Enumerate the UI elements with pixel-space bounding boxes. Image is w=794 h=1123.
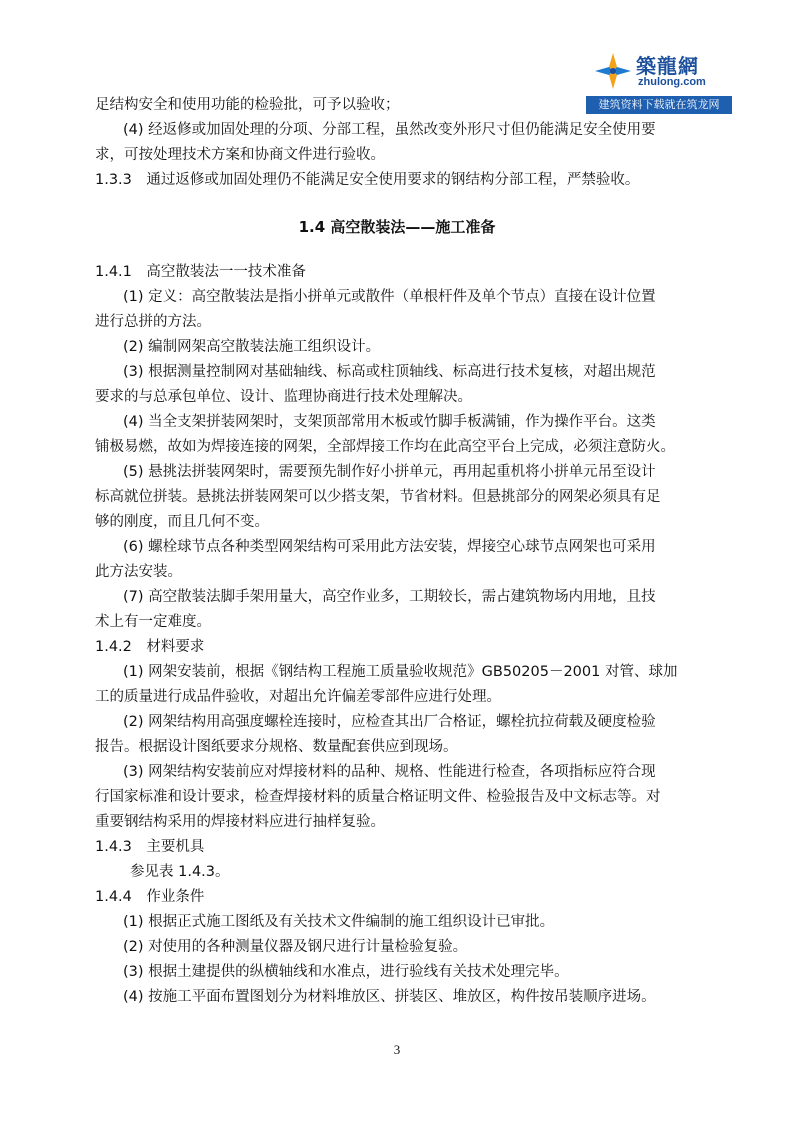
subsection-heading: 1.4.1 高空散装法一一技术准备: [95, 264, 306, 280]
text-line: (2) 编制网架高空散装法施工组织设计。: [123, 339, 381, 355]
page-number: 3: [393, 1042, 401, 1057]
logo-domain: zhulong.com: [638, 76, 706, 88]
text-line: (3) 根据土建提供的纵横轴线和水准点，进行验线有关技术处理完毕。: [123, 964, 569, 980]
logo-brand: 築龍網: [636, 54, 699, 78]
text-line: (6) 螺栓球节点各种类型网架结构可采用此方法安装，焊接空心球节点网架也可采用: [123, 539, 656, 555]
text-line: (4) 按施工平面布置图划分为材料堆放区、拼装区、堆放区，构件按吊装顺序进场。: [123, 989, 656, 1005]
text-line: (1) 定义：高空散装法是指小拼单元或散件（单根杆件及单个节点）直接在设计位置: [123, 289, 656, 305]
text-line: (5) 悬挑法拼装网架时，需要预先制作好小拼单元，再用起重机将小拼单元吊至设计: [123, 464, 656, 480]
text-line: (1) 根据正式施工图纸及有关技术文件编制的施工组织设计已审批。: [123, 914, 555, 930]
text-line: 重要钢结构采用的焊接材料应进行抽样复验。: [95, 814, 385, 830]
text-line: (3) 网架结构安装前应对焊接材料的品种、规格、性能进行检查，各项指标应符合现: [123, 764, 656, 780]
logo-flower-icon: [592, 50, 634, 92]
text-line: 行国家标准和设计要求，检查焊接材料的质量合格证明文件、检验报告及中文标志等。对: [95, 789, 661, 805]
text-line: 铺极易燃，故如为焊接连接的网架，全部焊接工作均在此高空平台上完成，必须注意防火。: [95, 439, 675, 455]
subsection-heading: 1.4.3 主要机具: [95, 839, 205, 855]
text-line: 参见表 1.4.3。: [130, 864, 230, 880]
logo-slogan: 建筑资料下载就在筑龙网: [586, 96, 732, 114]
text-line: 标高就位拼装。悬挑法拼装网架可以少搭支架，节省材料。但悬挑部分的网架必须具有足: [95, 489, 661, 505]
text-line: 工的质量进行成品件验收，对超出允许偏差零部件应进行处理。: [95, 689, 501, 705]
text-line: 术上有一定难度。: [95, 614, 211, 630]
text-line: (2) 网架结构用高强度螺栓连接时，应检查其出厂合格证，螺栓抗拉荷载及硬度检验: [123, 714, 656, 730]
text-line: 此方法安装。: [95, 564, 182, 580]
text-line: (1) 网架安装前，根据《钢结构工程施工质量验收规范》GB50205－2001 对管、球加: [123, 664, 678, 680]
text-line: (7) 高空散装法脚手架用量大，高空作业多，工期较长，需占建筑物场内用地，且技: [123, 589, 656, 605]
text-line: 足结构安全和使用功能的检验批，可予以验收；: [95, 97, 400, 113]
subsection-heading: 1.4.4 作业条件: [95, 889, 205, 905]
text-line: (3) 根据测量控制网对基础轴线、标高或柱顶轴线、标高进行技术复核，对超出规范: [123, 364, 656, 380]
text-line: 报告。根据设计图纸要求分规格、数量配套供应到现场。: [95, 739, 458, 755]
text-line: 求，可按处理技术方案和协商文件进行验收。: [95, 147, 385, 163]
text-line: (2) 对使用的各种测量仪器及钢尺进行计量检验复验。: [123, 939, 468, 955]
zhulong-logo: [584, 46, 734, 116]
text-line: 1.3.3 通过返修或加固处理仍不能满足安全使用要求的钢结构分部工程，严禁验收。: [95, 172, 640, 188]
text-line: (4) 当全支架拼装网架时，支架顶部常用木板或竹脚手板满铺，作为操作平台。这类: [123, 414, 656, 430]
text-line: 要求的与总承包单位、设计、监理协商进行技术处理解决。: [95, 389, 472, 405]
text-line: (4) 经返修或加固处理的分项、分部工程，虽然改变外形尺寸但仍能满足安全使用要: [123, 122, 656, 138]
text-line: 够的刚度，而且几何不变。: [95, 514, 269, 530]
text-line: 进行总拼的方法。: [95, 314, 211, 330]
section-heading: 1.4 高空散装法——施工准备: [298, 218, 496, 236]
subsection-heading: 1.4.2 材料要求: [95, 639, 205, 655]
